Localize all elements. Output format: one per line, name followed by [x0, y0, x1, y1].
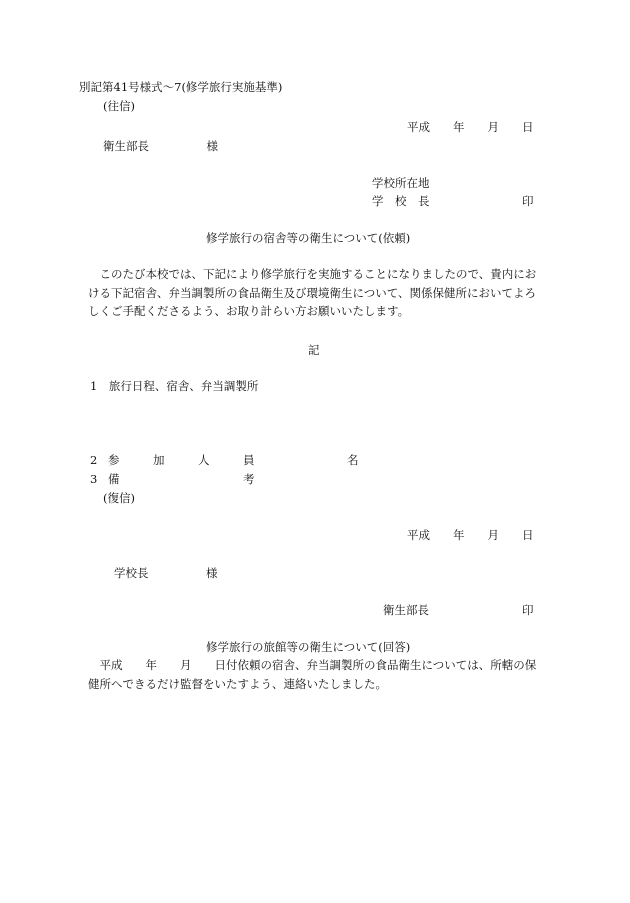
seal-mark: 印 — [522, 194, 534, 208]
date-line: 平成 年 月 日 — [407, 120, 534, 134]
reply-addressee: 学校長 様 — [114, 566, 218, 580]
item-3-char: 考 — [243, 472, 255, 486]
item-3-number: 3 — [90, 472, 98, 486]
reply-label: (復信) — [103, 491, 135, 505]
school-location-label: 学校所在地 — [372, 176, 430, 190]
item-3-char: 備 — [108, 472, 120, 486]
addressee: 衛生部長 様 — [103, 139, 218, 153]
item-2-unit: 名 — [347, 453, 359, 467]
reply-body-line: 健所へできるだけ監督をいたすよう、連絡いたしました。 — [88, 676, 387, 691]
reply-subject-title: 修学旅行の旅館等の衛生について(回答) — [206, 640, 411, 654]
outgoing-label: (往信) — [103, 99, 135, 113]
reply-body-line: 平成 年 月 日付依頼の宿舎、弁当調製所の食品衛生については、所轄の保 — [88, 658, 537, 672]
request-body — [88, 265, 536, 321]
body-line: ける下記宿舎、弁当調製所の食品衛生及び環境衛生について、関係保健所においてよろ — [88, 285, 537, 300]
body-line: このたび本校では、下記により修学旅行を実施することになりましたので、貴内にお — [88, 267, 537, 281]
item-1: 1 旅行日程、宿舎、弁当調製所 — [90, 379, 259, 393]
item-2-char: 参 — [108, 453, 120, 467]
item-2-number: 2 — [90, 453, 98, 467]
item-2-char: 人 — [198, 453, 210, 467]
body-line: しくご手配くださるよう、お取り計らい方お願いいたします。 — [88, 304, 410, 318]
principal-label: 学 校 長 — [372, 194, 430, 208]
item-2-char: 員 — [243, 453, 255, 467]
item-2-char: 加 — [153, 453, 165, 467]
reply-body — [88, 656, 536, 693]
form-title: 別記第41号様式〜7(修学旅行実施基準) — [79, 80, 283, 94]
reply-sender: 衛生部長 — [383, 603, 429, 617]
ki-heading: 記 — [308, 343, 320, 357]
subject-title: 修学旅行の宿舎等の衛生について(依頼) — [206, 231, 411, 245]
reply-seal-mark: 印 — [522, 603, 534, 617]
reply-date-line: 平成 年 月 日 — [407, 528, 534, 542]
